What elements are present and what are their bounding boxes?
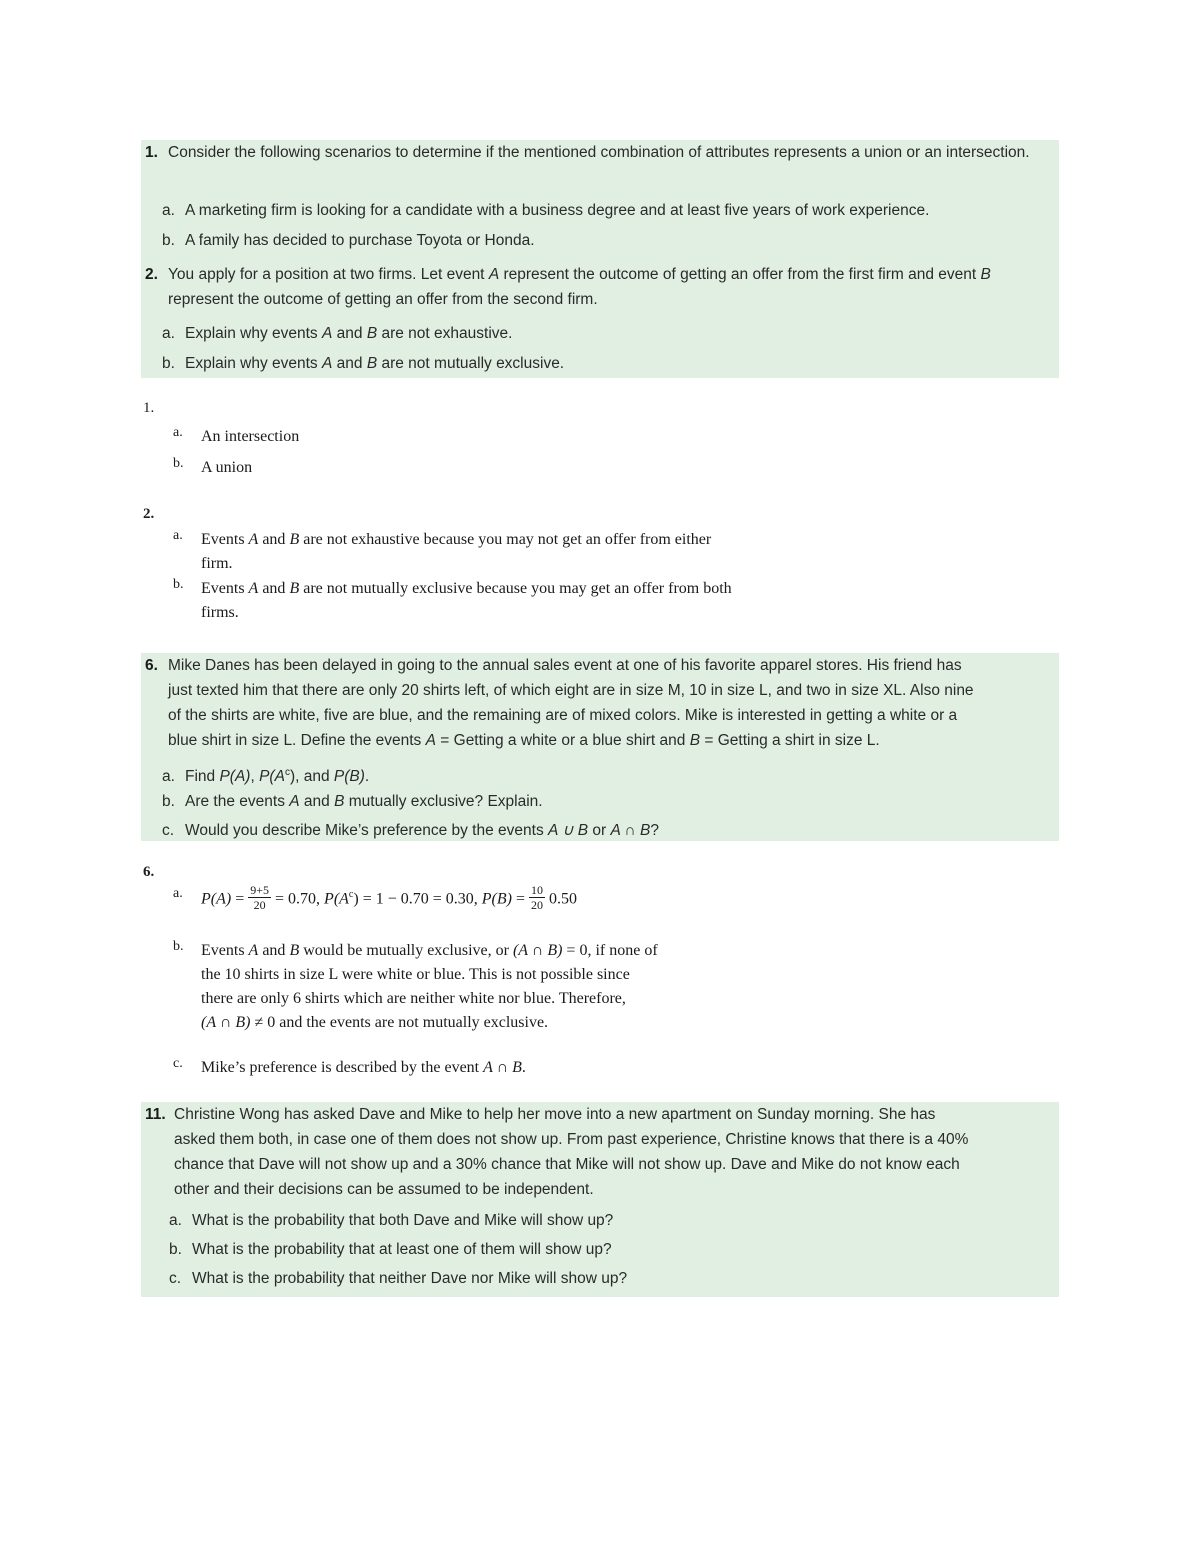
answer-1a: a. An intersection	[173, 425, 300, 445]
answer-2a: a. Events A and B are not exhaustive because you may not get an offer from either firm.	[173, 528, 712, 572]
question-number: 6.	[145, 657, 158, 674]
answer-2b: b. Events A and B are not mutually exclusive because you may get an offer from both firms.	[173, 577, 732, 621]
question-11c: c. What is the probability that neither Dave nor Mike will show up?	[169, 1270, 628, 1287]
fraction: $\frac{10}{20}$	[531, 883, 544, 913]
answer-6b: b. Events A and B would be mutually exclusive, or (A ∩ B) = 0, if none of the 10 shirts in size L were white or blue. This is not possible since there are only 6 shirts which are neither white nor blue. Therefore, (A ∩ B) ≠ 0 and the events are not mutually exclusive.	[173, 939, 658, 1031]
question-6b: b. Are the events A and B mutually exclusive? Explain.	[162, 793, 543, 810]
question-box-11	[141, 1102, 1059, 1297]
answer-6-number: 6.	[143, 864, 155, 880]
question-6c: c. Would you describe Mike’s preference by the events A ∪ B or A ∩ B?	[162, 822, 659, 839]
answer-2-number: 2.	[143, 506, 155, 522]
question-box-6	[141, 653, 1059, 841]
answer-6a: a. P(A) = $\frac{9+5}{20}$ = 0.70, $P(A^c) = 1 - 0.70 = 0.30$, P(B) = $\frac{10}{20}$ 0.50	[173, 883, 578, 913]
question-1	[141, 140, 1049, 165]
answer-6c: c. Mike’s preference is described by the event A ∩ B.	[173, 1056, 526, 1076]
question-6a: a. Find P(A), $P(A^c)$, and P(B).	[162, 767, 370, 786]
question-6-text: Mike Danes has been delayed in going to the annual sales event at one of his favorite apparel stores. His friend has just texted him that there are only 20 shirts left, of which eight are in size M, 10 in size L, and two in size XL. Also nine of the shirts are white, five are blue, and the remaining are of mixed colors. Mike is interested in getting a white or a blue shirt in size L. Define the events A = Getting a white or a blue shirt and B = Getting a shirt in size L.	[168, 657, 974, 749]
question-number: 11.	[145, 1106, 166, 1123]
question-box-1-2	[141, 140, 1059, 378]
question-number: 2.	[145, 266, 158, 283]
question-1a: a. A marketing firm is looking for a candidate with a business degree and at least five years of work experience.	[162, 202, 930, 219]
question-11a: a. What is the probability that both Dave and Mike will show up?	[169, 1212, 614, 1229]
question-1b: b. A family has decided to purchase Toyota or Honda.	[162, 232, 535, 249]
question-text: You apply for a position at two firms. Let event A represent the outcome of getting an offer from the first firm and event B represent the outcome of getting an offer from the second firm.	[168, 266, 991, 308]
question-2b: b. Explain why events A and B are not mutually exclusive.	[162, 355, 565, 372]
question-text: Consider the following scenarios to determine if the mentioned combination of attributes represents a union or an intersection.	[168, 144, 1030, 161]
question-2a: a. Explain why events A and B are not exhaustive.	[162, 325, 513, 342]
answer-1-number: 1.	[143, 400, 155, 416]
fraction: $\frac{9+5}{20}$	[250, 883, 270, 913]
question-11-text: Christine Wong has asked Dave and Mike to help her move into a new apartment on Sunday morning. She has asked them both, in case one of them does not show up. From past experience, Christine knows that there is a 40% chance that Dave will not show up and a 30% chance that Mike will not show up. Dave and Mike do not know each other and their decisions can be assumed to be independent.	[174, 1106, 969, 1198]
question-11b: b. What is the probability that at least one of them will show up?	[169, 1241, 612, 1258]
question-number: 1.	[145, 144, 158, 161]
answer-1b: b. A union	[173, 456, 253, 476]
question-2	[141, 262, 1049, 312]
